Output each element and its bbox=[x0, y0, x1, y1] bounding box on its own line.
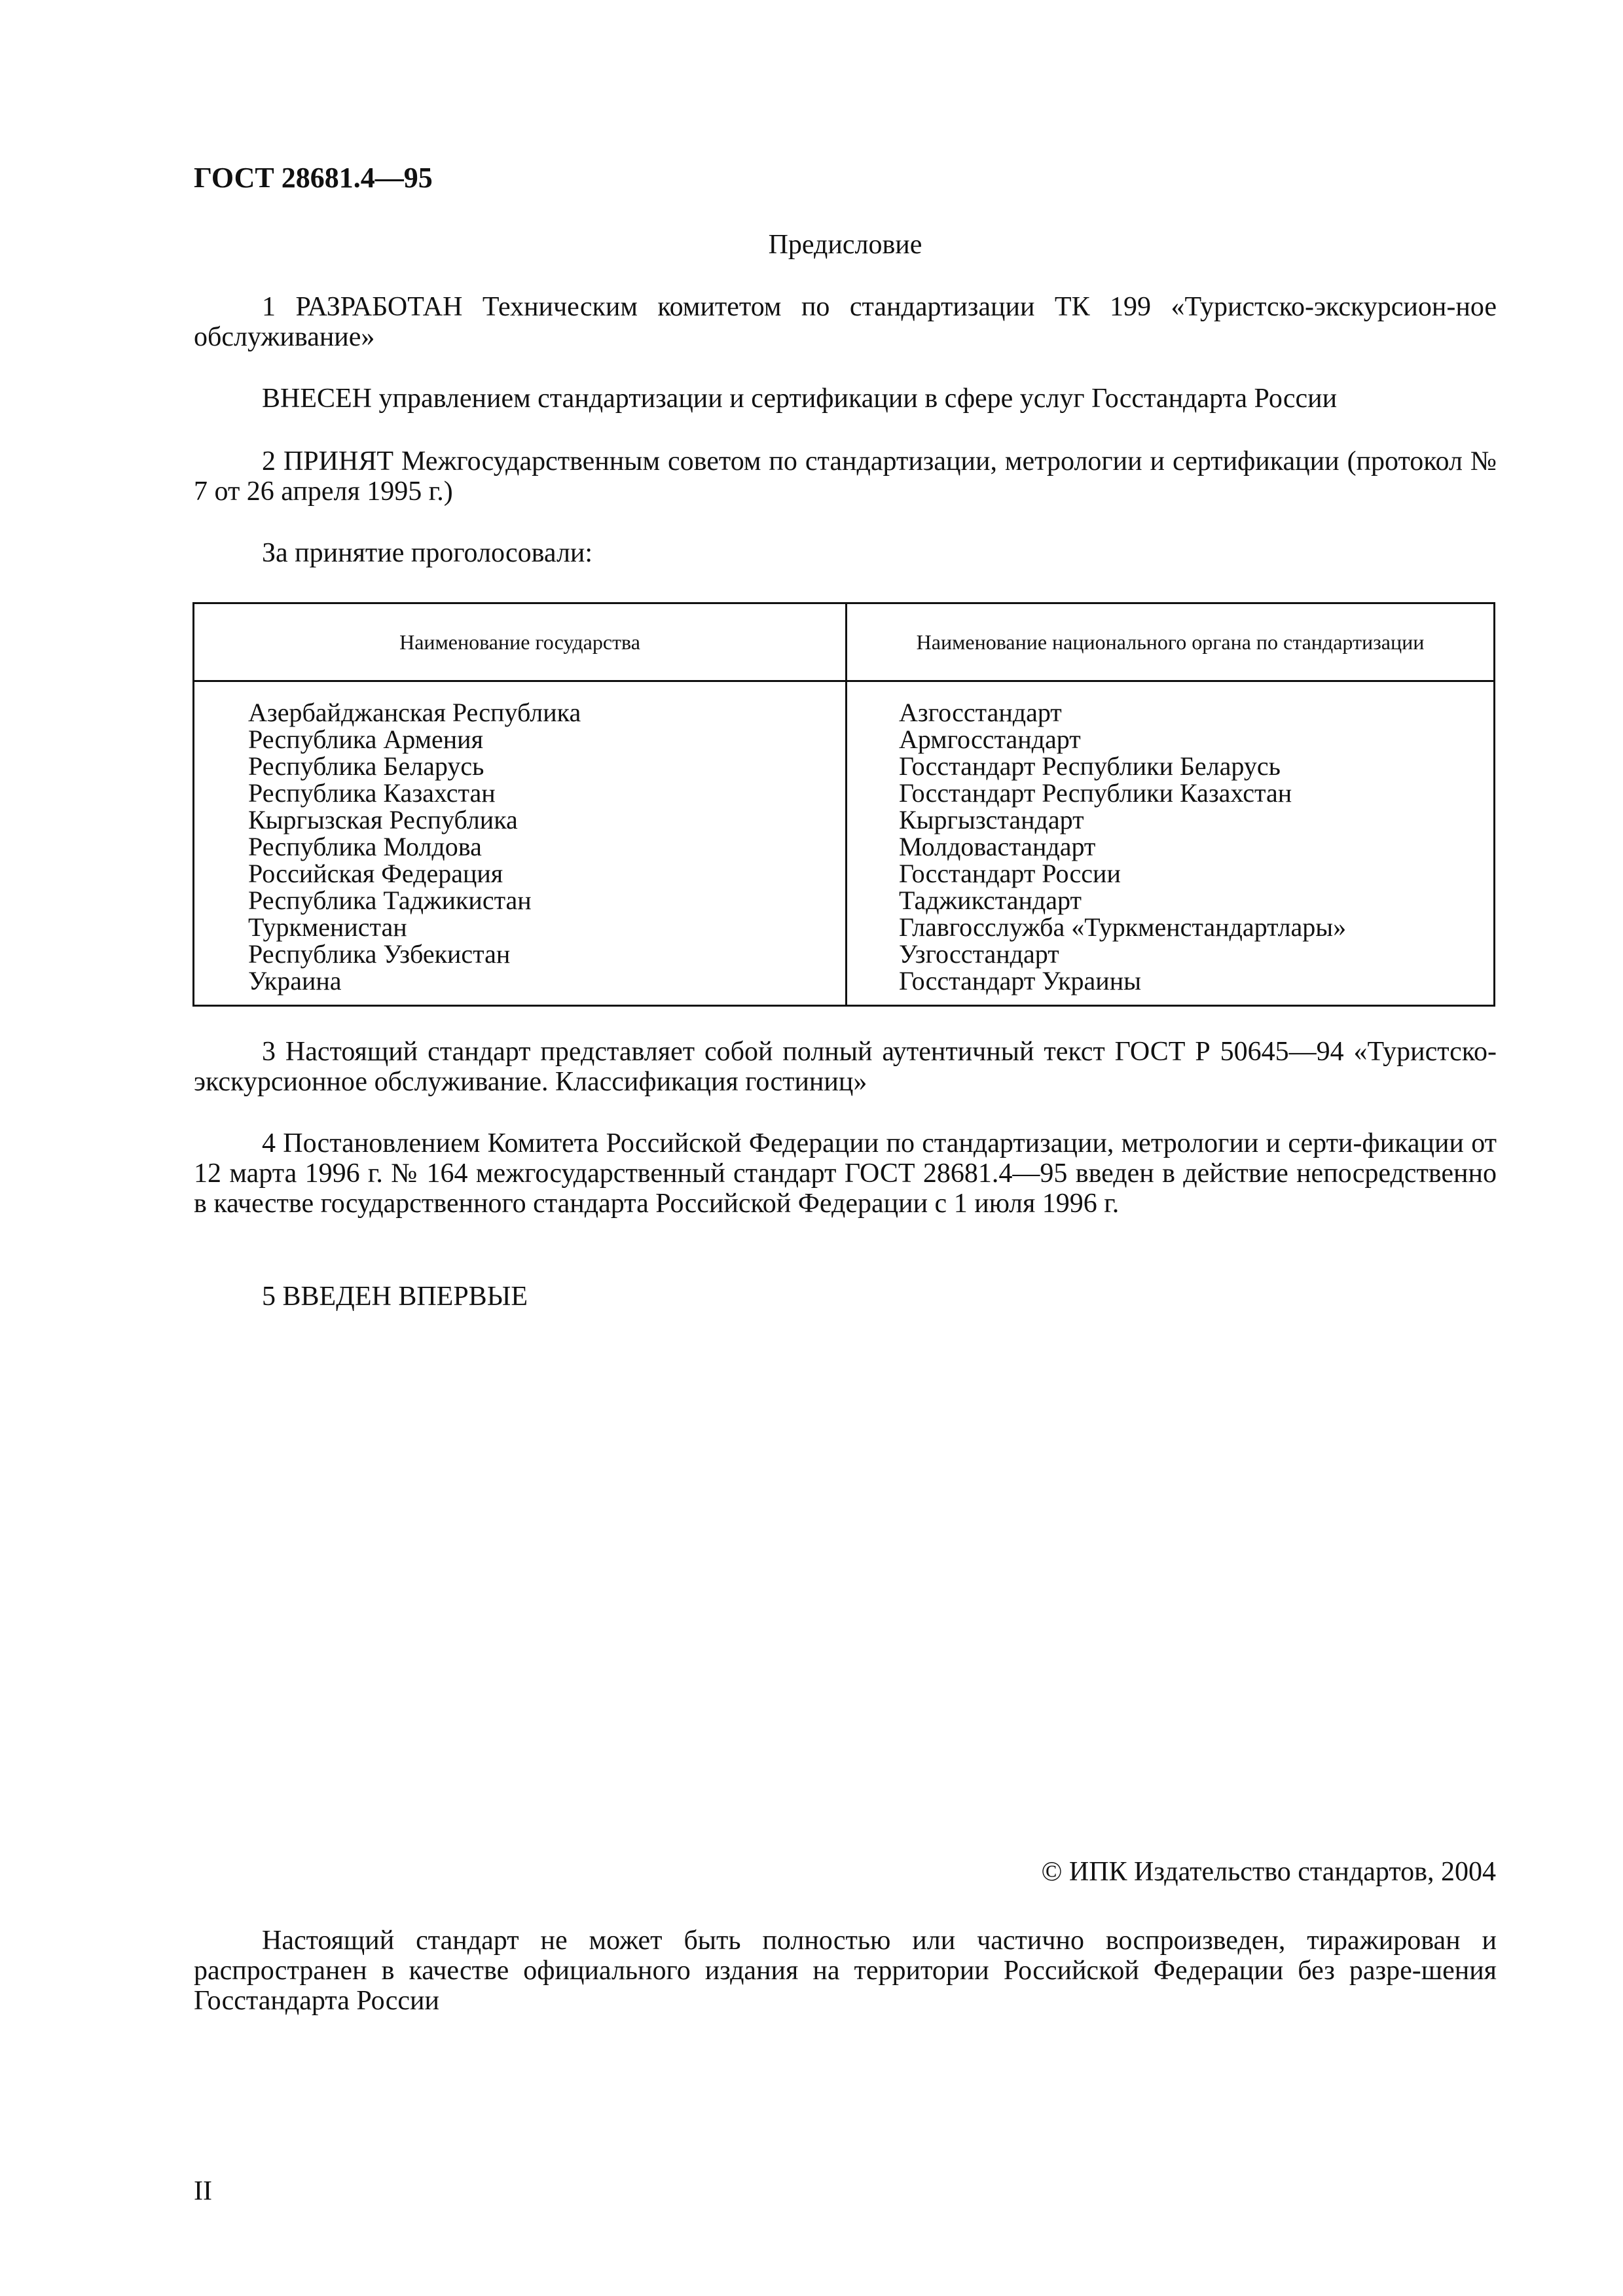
table-column-bodies bbox=[899, 699, 1346, 994]
paragraph-resolution: 4 Постановлением Комитета Российской Федерации по стандартизации, метрологии и серти-фикации от 12 марта 1996 г. № 164 межгосударственный стандарт ГОСТ 28681.4—95 введен в действие непосредственно в качестве государственного стандарта Российской Федерации с 1 июля 1996 г. bbox=[194, 1128, 1497, 1219]
table-cell-body: Кыргызстандарт bbox=[899, 805, 1084, 834]
section-title: Предисловие bbox=[768, 230, 922, 260]
reproduction-notice: Настоящий стандарт не может быть полностью или частично воспроизведен, тиражирован и распространен в качестве официального издания на территории Российской Федерации без разре-шения Госстандарта России bbox=[194, 1926, 1497, 2016]
table-cell-state: Республика Армения bbox=[248, 725, 483, 754]
table-cell-state: Республика Таджикистан bbox=[248, 886, 532, 915]
copyright-line: © ИПК Издательство стандартов, 2004 bbox=[1041, 1857, 1496, 1887]
table-cell-body: Госстандарт России bbox=[899, 859, 1121, 888]
paragraph-first-introduced: 5 ВВЕДЕН ВПЕРВЫЕ bbox=[262, 1282, 528, 1312]
paragraph-developed: 1 РАЗРАБОТАН Техническим комитетом по стандартизации ТК 199 «Туристско-экскурсион-ное обслуживание» bbox=[194, 292, 1497, 352]
paragraph-authentic-text: 3 Настоящий стандарт представляет собой полный аутентичный текст ГОСТ Р 50645—94 «Туристско-экскурсионное обслуживание. Классификация гостиниц» bbox=[194, 1037, 1497, 1097]
table-cell-state: Туркменистан bbox=[248, 912, 407, 942]
table-cell-body: Госстандарт Республики Беларусь bbox=[899, 751, 1281, 781]
table-cell-body: Таджикстандарт bbox=[899, 886, 1082, 915]
table-cell-state: Республика Казахстан bbox=[248, 778, 496, 808]
table-cell-state: Украина bbox=[248, 966, 342, 996]
document-code: ГОСТ 28681.4—95 bbox=[194, 162, 433, 194]
table-cell-body: Госстандарт Республики Казахстан bbox=[899, 778, 1292, 808]
table-cell-body: Молдовастандарт bbox=[899, 832, 1096, 861]
table-cell-state: Кыргызская Республика bbox=[248, 805, 518, 834]
voting-table bbox=[192, 602, 1495, 1007]
paragraph-introduced: ВНЕСЕН управлением стандартизации и сертификации в сфере услуг Госстандарта России bbox=[262, 384, 1338, 414]
table-cell-state: Российская Федерация bbox=[248, 859, 503, 888]
table-cell-state: Республика Узбекистан bbox=[248, 939, 511, 969]
table-cell-state: Азербайджанская Республика bbox=[248, 698, 581, 727]
table-cell-body: Главгосслужба «Туркменстандартлары» bbox=[899, 912, 1347, 942]
paragraph-voted: За принятие проголосовали: bbox=[262, 538, 593, 568]
table-cell-body: Узгосстандарт bbox=[899, 939, 1059, 969]
paragraph-adopted: 2 ПРИНЯТ Межгосударственным советом по стандартизации, метрологии и сертификации (протокол № 7 от 26 апреля 1995 г.) bbox=[194, 446, 1497, 507]
table-cell-state: Республика Беларусь bbox=[248, 751, 484, 781]
table-cell-body: Госстандарт Украины bbox=[899, 966, 1141, 996]
table-header-body: Наименование национального органа по стандартизации bbox=[916, 630, 1425, 654]
table-header-state: Наименование государства bbox=[399, 630, 640, 654]
table-cell-body: Армгосстандарт bbox=[899, 725, 1081, 754]
table-cell-state: Республика Молдова bbox=[248, 832, 482, 861]
table-column-states bbox=[248, 699, 581, 994]
page-number: II bbox=[194, 2176, 212, 2206]
table-cell-body: Азгосстандарт bbox=[899, 698, 1062, 727]
